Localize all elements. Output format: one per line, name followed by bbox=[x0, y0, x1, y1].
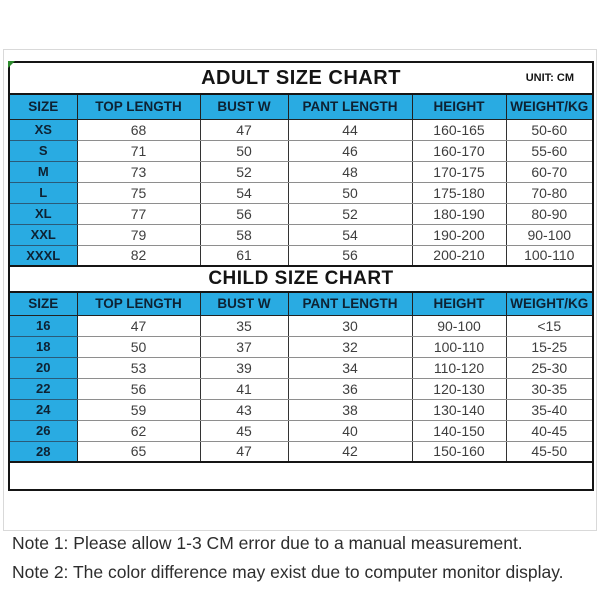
size-cell: 28 bbox=[9, 441, 77, 462]
empty-cell bbox=[9, 462, 593, 490]
size-cell: 20 bbox=[9, 357, 77, 378]
unit-label: UNIT: CM bbox=[525, 72, 574, 84]
adult-section bbox=[9, 62, 593, 119]
value-cell: 160-170 bbox=[412, 140, 506, 161]
value-cell: 175-180 bbox=[412, 182, 506, 203]
value-cell: 37 bbox=[200, 336, 288, 357]
adult-title: ADULT SIZE CHART bbox=[201, 66, 401, 89]
value-cell: 65 bbox=[77, 441, 200, 462]
size-cell: 22 bbox=[9, 378, 77, 399]
table-row bbox=[9, 224, 593, 245]
adult-title-cell bbox=[9, 62, 593, 94]
value-cell: 50 bbox=[77, 336, 200, 357]
value-cell: 45-50 bbox=[506, 441, 593, 462]
value-cell: 73 bbox=[77, 161, 200, 182]
table-row bbox=[9, 161, 593, 182]
value-cell: 180-190 bbox=[412, 203, 506, 224]
value-cell: 35-40 bbox=[506, 399, 593, 420]
table-row bbox=[9, 399, 593, 420]
value-cell: 47 bbox=[77, 315, 200, 336]
column-header-size: SIZE bbox=[9, 292, 77, 315]
value-cell: 54 bbox=[200, 182, 288, 203]
value-cell: 82 bbox=[77, 245, 200, 266]
size-cell: XL bbox=[9, 203, 77, 224]
value-cell: 50 bbox=[200, 140, 288, 161]
column-header-height: HEIGHT bbox=[412, 94, 506, 119]
value-cell: 30 bbox=[288, 315, 412, 336]
value-cell: 40-45 bbox=[506, 420, 593, 441]
value-cell: 48 bbox=[288, 161, 412, 182]
value-cell: 40 bbox=[288, 420, 412, 441]
size-cell: 16 bbox=[9, 315, 77, 336]
adult-rows bbox=[9, 119, 593, 266]
value-cell: 140-150 bbox=[412, 420, 506, 441]
value-cell: 80-90 bbox=[506, 203, 593, 224]
value-cell: 79 bbox=[77, 224, 200, 245]
size-chart-table-wrap bbox=[8, 61, 592, 491]
value-cell: 60-70 bbox=[506, 161, 593, 182]
value-cell: 58 bbox=[200, 224, 288, 245]
value-cell: 50 bbox=[288, 182, 412, 203]
note-2: Note 2: The color difference may exist due to computer monitor display. bbox=[12, 562, 564, 582]
value-cell: 120-130 bbox=[412, 378, 506, 399]
value-cell: 39 bbox=[200, 357, 288, 378]
table-row bbox=[9, 119, 593, 140]
value-cell: 54 bbox=[288, 224, 412, 245]
value-cell: 56 bbox=[288, 245, 412, 266]
value-cell: 36 bbox=[288, 378, 412, 399]
value-cell: 15-25 bbox=[506, 336, 593, 357]
value-cell: 52 bbox=[200, 161, 288, 182]
table-row bbox=[9, 378, 593, 399]
column-header-top-length: TOP LENGTH bbox=[77, 292, 200, 315]
column-header-bust-w: BUST W bbox=[200, 292, 288, 315]
size-cell: XXXL bbox=[9, 245, 77, 266]
value-cell: 110-120 bbox=[412, 357, 506, 378]
size-chart-table bbox=[8, 61, 594, 491]
size-cell: 24 bbox=[9, 399, 77, 420]
column-header-size: SIZE bbox=[9, 94, 77, 119]
value-cell: 25-30 bbox=[506, 357, 593, 378]
size-cell: 18 bbox=[9, 336, 77, 357]
table-row bbox=[9, 441, 593, 462]
column-header-top-length: TOP LENGTH bbox=[77, 94, 200, 119]
column-header-pant-length: PANT LENGTH bbox=[288, 94, 412, 119]
child-title-cell bbox=[9, 266, 593, 292]
value-cell: 90-100 bbox=[412, 315, 506, 336]
adult-header-row bbox=[9, 94, 593, 119]
value-cell: 30-35 bbox=[506, 378, 593, 399]
notes-block bbox=[12, 532, 592, 590]
size-cell: XS bbox=[9, 119, 77, 140]
size-cell: L bbox=[9, 182, 77, 203]
value-cell: 68 bbox=[77, 119, 200, 140]
table-row bbox=[9, 203, 593, 224]
value-cell: 42 bbox=[288, 441, 412, 462]
value-cell: <15 bbox=[506, 315, 593, 336]
value-cell: 46 bbox=[288, 140, 412, 161]
value-cell: 41 bbox=[200, 378, 288, 399]
size-cell: 26 bbox=[9, 420, 77, 441]
value-cell: 47 bbox=[200, 441, 288, 462]
value-cell: 52 bbox=[288, 203, 412, 224]
value-cell: 56 bbox=[200, 203, 288, 224]
table-row bbox=[9, 182, 593, 203]
green-corner-marker bbox=[8, 61, 15, 68]
column-header-weight-kg: WEIGHT/KG bbox=[506, 292, 593, 315]
value-cell: 70-80 bbox=[506, 182, 593, 203]
size-cell: S bbox=[9, 140, 77, 161]
value-cell: 61 bbox=[200, 245, 288, 266]
value-cell: 75 bbox=[77, 182, 200, 203]
table-row bbox=[9, 315, 593, 336]
value-cell: 170-175 bbox=[412, 161, 506, 182]
value-cell: 50-60 bbox=[506, 119, 593, 140]
size-cell: M bbox=[9, 161, 77, 182]
value-cell: 44 bbox=[288, 119, 412, 140]
value-cell: 90-100 bbox=[506, 224, 593, 245]
table-row bbox=[9, 357, 593, 378]
value-cell: 38 bbox=[288, 399, 412, 420]
child-header-row bbox=[9, 292, 593, 315]
note-1: Note 1: Please allow 1-3 CM error due to a manual measurement. bbox=[12, 533, 523, 553]
child-title-row bbox=[9, 266, 593, 292]
value-cell: 43 bbox=[200, 399, 288, 420]
table-row bbox=[9, 140, 593, 161]
table-row bbox=[9, 336, 593, 357]
value-cell: 150-160 bbox=[412, 441, 506, 462]
adult-title-row bbox=[9, 62, 593, 94]
child-title: CHILD SIZE CHART bbox=[208, 268, 394, 289]
value-cell: 32 bbox=[288, 336, 412, 357]
value-cell: 53 bbox=[77, 357, 200, 378]
value-cell: 100-110 bbox=[412, 336, 506, 357]
child-section bbox=[9, 266, 593, 315]
value-cell: 62 bbox=[77, 420, 200, 441]
value-cell: 59 bbox=[77, 399, 200, 420]
column-header-bust-w: BUST W bbox=[200, 94, 288, 119]
empty-row bbox=[9, 462, 593, 490]
column-header-pant-length: PANT LENGTH bbox=[288, 292, 412, 315]
value-cell: 34 bbox=[288, 357, 412, 378]
value-cell: 100-110 bbox=[506, 245, 593, 266]
value-cell: 160-165 bbox=[412, 119, 506, 140]
column-header-height: HEIGHT bbox=[412, 292, 506, 315]
value-cell: 56 bbox=[77, 378, 200, 399]
table-row bbox=[9, 245, 593, 266]
column-header-weight-kg: WEIGHT/KG bbox=[506, 94, 593, 119]
value-cell: 130-140 bbox=[412, 399, 506, 420]
value-cell: 71 bbox=[77, 140, 200, 161]
value-cell: 35 bbox=[200, 315, 288, 336]
table-footer bbox=[9, 462, 593, 490]
size-cell: XXL bbox=[9, 224, 77, 245]
value-cell: 55-60 bbox=[506, 140, 593, 161]
child-rows bbox=[9, 315, 593, 462]
table-row bbox=[9, 420, 593, 441]
value-cell: 190-200 bbox=[412, 224, 506, 245]
value-cell: 45 bbox=[200, 420, 288, 441]
value-cell: 77 bbox=[77, 203, 200, 224]
value-cell: 47 bbox=[200, 119, 288, 140]
value-cell: 200-210 bbox=[412, 245, 506, 266]
